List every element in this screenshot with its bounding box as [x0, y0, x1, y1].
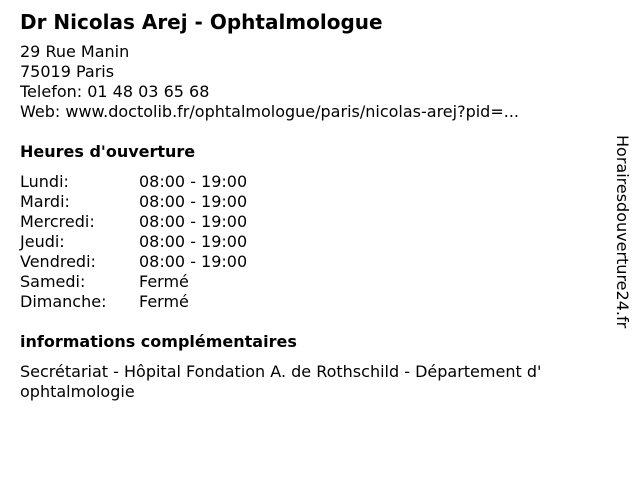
info-heading: informations complémentaires [20, 332, 297, 351]
website-link[interactable]: Web: www.doctolib.fr/ophtalmologue/paris/nicolas-arej?pid=... [20, 102, 519, 121]
hours-time: Fermé [139, 292, 189, 311]
hours-row [20, 272, 600, 292]
hours-time: 08:00 - 19:00 [139, 212, 248, 231]
info-text: Secrétariat - Hôpital Fondation A. de Rothschild - Département d' ophtalmologie [20, 362, 542, 401]
hours-row [20, 232, 600, 252]
hours-time: 08:00 - 19:00 [139, 192, 248, 211]
contact-block [20, 42, 600, 122]
phone-number: Telefon: 01 48 03 65 68 [20, 82, 210, 101]
hours-heading: Heures d'ouverture [20, 142, 196, 161]
hours-time: Fermé [139, 272, 189, 291]
hours-day: Lundi: [20, 172, 69, 191]
street-address: 29 Rue Manin [20, 42, 130, 61]
hours-row [20, 192, 600, 212]
hours-row [20, 212, 600, 232]
hours-row [20, 172, 600, 192]
hours-day: Dimanche: [20, 292, 107, 311]
city-address: 75019 Paris [20, 62, 115, 81]
hours-day: Jeudi: [20, 232, 65, 251]
site-watermark: Horairesdouverture24.fr [613, 135, 632, 329]
hours-row [20, 292, 600, 312]
hours-day: Vendredi: [20, 252, 96, 271]
hours-day: Samedi: [20, 272, 86, 291]
business-card [20, 9, 600, 402]
page-title: Dr Nicolas Arej - Ophtalmologue [20, 10, 383, 34]
hours-day: Mercredi: [20, 212, 95, 231]
hours-time: 08:00 - 19:00 [139, 252, 248, 271]
hours-row [20, 252, 600, 272]
hours-table [20, 172, 600, 312]
hours-time: 08:00 - 19:00 [139, 172, 248, 191]
hours-day: Mardi: [20, 192, 70, 211]
hours-time: 08:00 - 19:00 [139, 232, 248, 251]
